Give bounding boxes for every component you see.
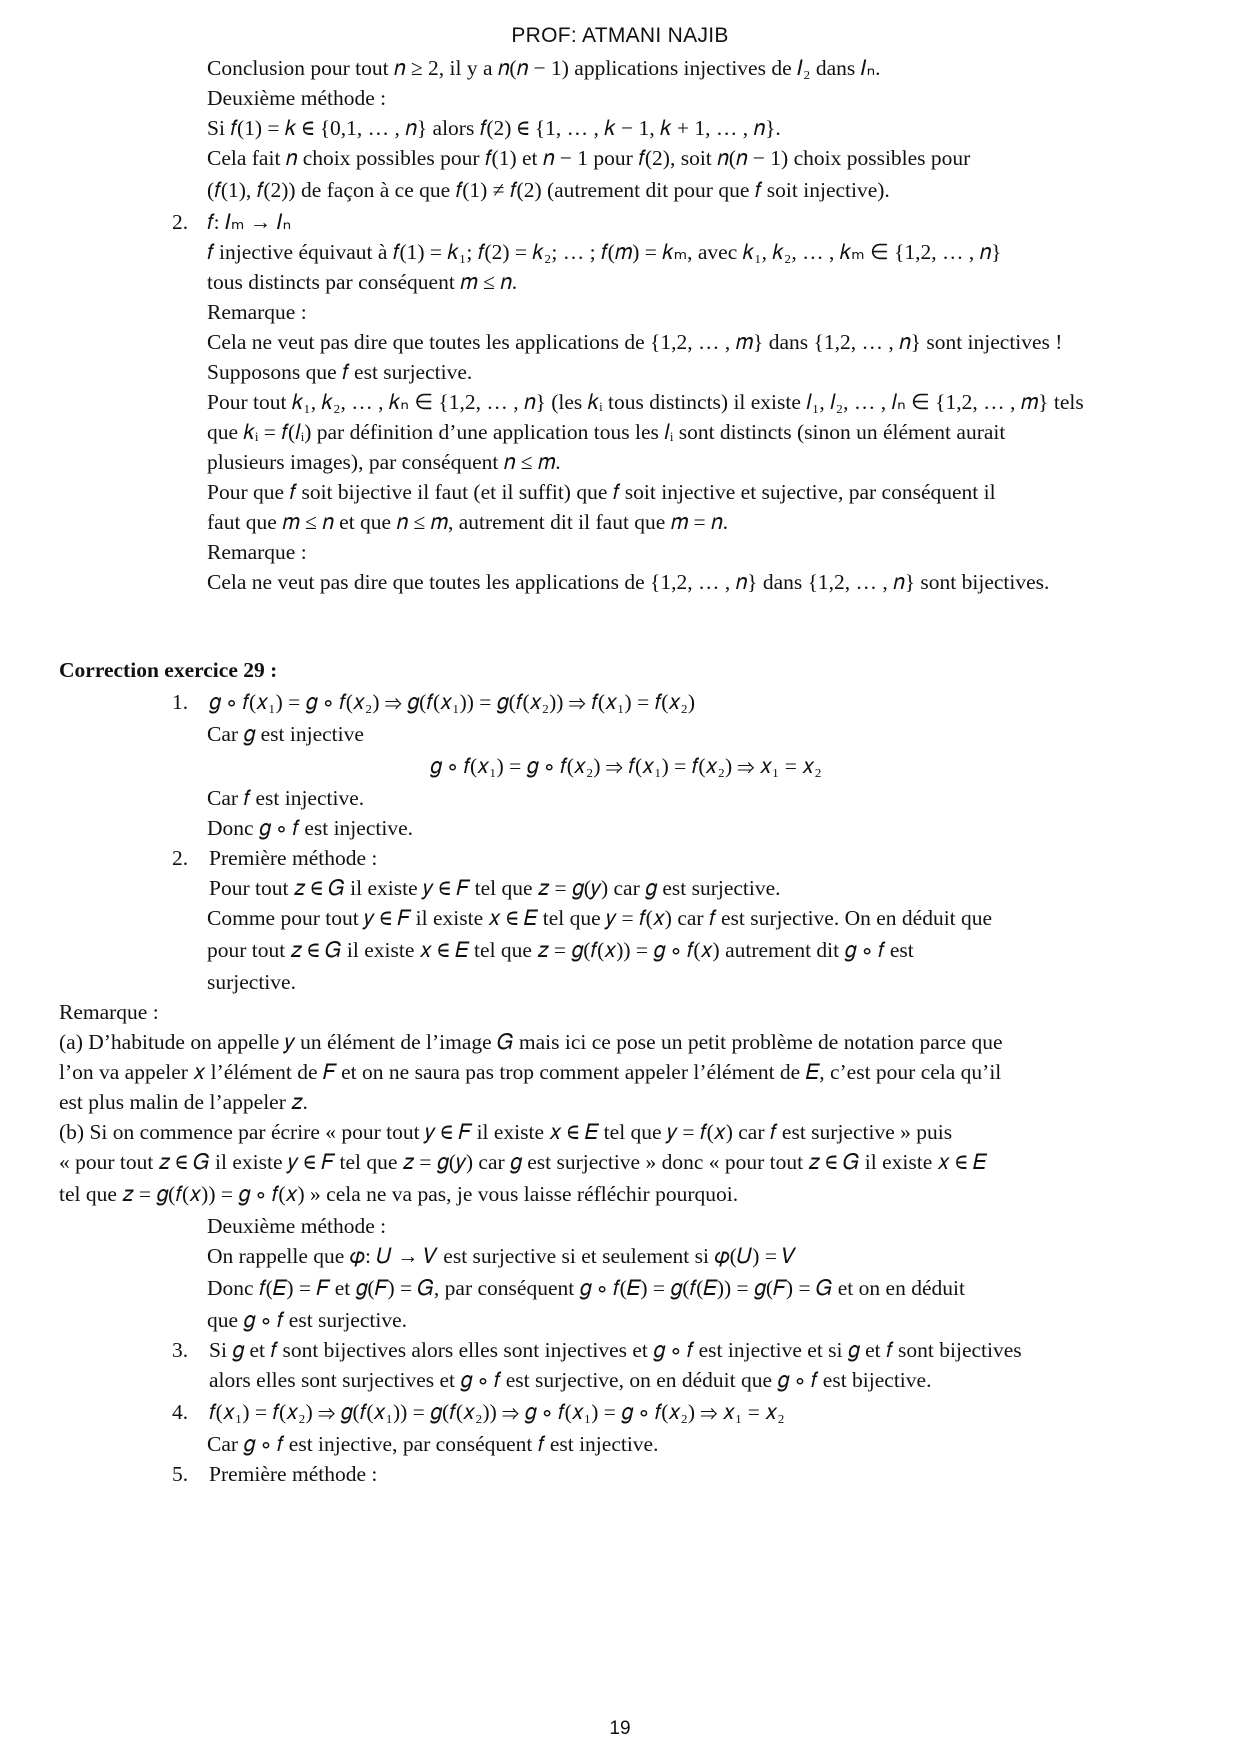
text-line: Pour tout 𝑧 ∈ 𝐺 il existe 𝑦 ∈ 𝐹 tel que 𝑧 = 𝑔(𝑦) car 𝑔 est surjective. [209,876,781,900]
text-line: Pour que 𝑓 soit bijective il faut (et il suffit) que 𝑓 soit injective et sujective, par conséquent il [207,480,996,504]
math-line: 𝑔 ∘ 𝑓(𝑥₁) = 𝑔 ∘ 𝑓(𝑥₂) ⇒ 𝑔(𝑓(𝑥₁)) = 𝑔(𝑓(𝑥₂)) ⇒ 𝑓(𝑥₁) = 𝑓(𝑥₂) [209,690,696,714]
text-line: tous distincts par conséquent 𝑚 ≤ 𝑛. [207,270,518,294]
section-heading: Correction exercice 29 : [59,658,278,682]
text-line: « pour tout 𝑧 ∈ 𝐺 il existe 𝑦 ∈ 𝐹 tel que 𝑧 = 𝑔(𝑦) car 𝑔 est surjective » donc « pour tout 𝑧 ∈ 𝐺 il existe 𝑥 ∈ 𝐸 [59,1150,987,1174]
page-header: PROF: ATMANI NAJIB [511,24,729,47]
list-number: 4. [172,1400,189,1424]
text-line: que 𝑔 ∘ 𝑓 est surjective. [207,1308,408,1332]
text-line: Remarque : [207,540,307,564]
text-line: Donc 𝑓(𝐸) = 𝐹 et 𝑔(𝐹) = 𝐺, par conséquent 𝑔 ∘ 𝑓(𝐸) = 𝑔(𝑓(𝐸)) = 𝑔(𝐹) = 𝐺 et on en déduit [207,1276,965,1300]
text-line: Si 𝑔 et 𝑓 sont bijectives alors elles sont injectives et 𝑔 ∘ 𝑓 est injective et si 𝑔 et 𝑓 sont bijectives [209,1338,1022,1362]
text-line: Si 𝑓(1) = 𝑘 ∈ {0,1, … , 𝑛} alors 𝑓(2) ∈ {1, … , 𝑘 − 1, 𝑘 + 1, … , 𝑛}. [207,116,781,140]
text-line: Supposons que 𝑓 est surjective. [207,360,473,384]
text-line: 𝑓: 𝐼ₘ → 𝐼ₙ [207,210,292,234]
text-line: que 𝑘ᵢ = 𝑓(𝑙ᵢ) par définition d’une application tous les 𝑙ᵢ sont distincts (sinon un élément aurait [207,420,1006,444]
text-line: Première méthode : [209,1462,378,1486]
math-display: 𝑔 ∘ 𝑓(𝑥₁) = 𝑔 ∘ 𝑓(𝑥₂) ⇒ 𝑓(𝑥₁) = 𝑓(𝑥₂) ⇒ 𝑥₁ = 𝑥₂ [430,754,822,778]
text-line: alors elles sont surjectives et 𝑔 ∘ 𝑓 est surjective, on en déduit que 𝑔 ∘ 𝑓 est bijective. [209,1368,932,1392]
text-line: Car 𝑔 ∘ 𝑓 est injective, par conséquent 𝑓 est injective. [207,1432,659,1456]
text-line: Donc 𝑔 ∘ 𝑓 est injective. [207,816,413,840]
text-line: (b) Si on commence par écrire « pour tout 𝑦 ∈ 𝐹 il existe 𝑥 ∈ 𝐸 tel que 𝑦 = 𝑓(𝑥) car 𝑓 est surjective » puis [59,1120,953,1144]
text-line: Cela ne veut pas dire que toutes les applications de {1,2, … , 𝑚} dans {1,2, … , 𝑛} sont injectives ! [207,330,1063,354]
list-number: 2. [172,846,189,870]
text-line: est plus malin de l’appeler 𝑧. [59,1090,308,1114]
text-line: Car 𝑓 est injective. [207,786,365,810]
text-line: 𝑓 injective équivaut à 𝑓(1) = 𝑘₁; 𝑓(2) = 𝑘₂; … ; 𝑓(𝑚) = 𝑘ₘ, avec 𝑘₁, 𝑘₂, … , 𝑘ₘ ∈ {1,2, … , 𝑛} [207,240,1002,264]
text-line: Cela fait 𝑛 choix possibles pour 𝑓(1) et 𝑛 − 1 pour 𝑓(2), soit 𝑛(𝑛 − 1) choix possibles pour [207,146,971,170]
list-number: 5. [172,1462,189,1486]
text-line: On rappelle que 𝜑: 𝑈 → 𝑉 est surjective si et seulement si 𝜑(𝑈) = 𝑉 [207,1244,797,1268]
text-line: Deuxième méthode : [207,86,387,110]
text-line: (a) D’habitude on appelle 𝑦 un élément de l’image 𝐺 mais ici ce pose un petit problème de notation parce que [59,1030,1003,1054]
text-line: Cela ne veut pas dire que toutes les applications de {1,2, … , 𝑛} dans {1,2, … , 𝑛} sont bijectives. [207,570,1050,594]
text-line: Remarque : [59,1000,159,1024]
list-number: 3. [172,1338,189,1362]
text-line: (𝑓(1), 𝑓(2)) de façon à ce que 𝑓(1) ≠ 𝑓(2) (autrement dit pour que 𝑓 soit injective). [207,178,890,202]
text-line: Première méthode : [209,846,378,870]
text-line: surjective. [207,970,296,994]
page-number: 19 [609,1718,631,1739]
text-line: Car 𝑔 est injective [207,722,364,746]
list-number: 1. [172,690,189,714]
text-line: pour tout 𝑧 ∈ 𝐺 il existe 𝑥 ∈ 𝐸 tel que 𝑧 = 𝑔(𝑓(𝑥)) = 𝑔 ∘ 𝑓(𝑥) autrement dit 𝑔 ∘ 𝑓 est [207,938,914,962]
text-line: plusieurs images), par conséquent 𝑛 ≤ 𝑚. [207,450,561,474]
text-line: Comme pour tout 𝑦 ∈ 𝐹 il existe 𝑥 ∈ 𝐸 tel que 𝑦 = 𝑓(𝑥) car 𝑓 est surjective. On en déduit que [207,906,993,930]
text-line: l’on va appeler 𝑥 l’élément de 𝐹 et on ne saura pas trop comment appeler l’élément de 𝐸, c’est pour cela qu’il [59,1060,1002,1084]
math-line: 𝑓(𝑥₁) = 𝑓(𝑥₂) ⇒ 𝑔(𝑓(𝑥₁)) = 𝑔(𝑓(𝑥₂)) ⇒ 𝑔 ∘ 𝑓(𝑥₁) = 𝑔 ∘ 𝑓(𝑥₂) ⇒ 𝑥₁ = 𝑥₂ [209,1400,785,1424]
text-line: Deuxième méthode : [207,1214,387,1238]
list-number: 2. [172,210,189,234]
text-line: faut que 𝑚 ≤ 𝑛 et que 𝑛 ≤ 𝑚, autrement dit il faut que 𝑚 = 𝑛. [207,510,728,534]
text-line: Remarque : [207,300,307,324]
text-line: Pour tout 𝑘₁, 𝑘₂, … , 𝑘ₙ ∈ {1,2, … , 𝑛} (les 𝑘ᵢ tous distincts) il existe 𝑙₁, 𝑙₂, … , 𝑙ₙ ∈ {1,2, … , 𝑚} tels [207,390,1084,414]
text-line: tel que 𝑧 = 𝑔(𝑓(𝑥)) = 𝑔 ∘ 𝑓(𝑥) » cela ne va pas, je vous laisse réfléchir pourquoi. [59,1182,739,1206]
text-line: Conclusion pour tout 𝑛 ≥ 2, il y a 𝑛(𝑛 − 1) applications injectives de 𝐼₂ dans 𝐼ₙ. [207,56,881,80]
